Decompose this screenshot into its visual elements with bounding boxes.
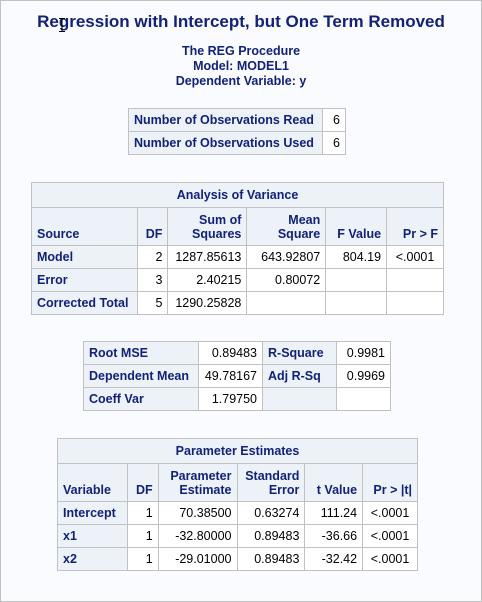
fit-statistics-table [83, 341, 391, 411]
params-header-estimate [158, 464, 237, 502]
params-header-t: t Value [305, 464, 363, 502]
params-header-estimate-line2: Estimate [179, 483, 232, 497]
observations-table [128, 108, 346, 155]
anova-ms: 643.92807 [247, 246, 326, 269]
params-header-se-line2: Error [268, 483, 300, 497]
table-row [32, 269, 444, 292]
anova-header-p: Pr > F [387, 208, 444, 246]
anova-f [326, 269, 387, 292]
anova-ss: 2.40215 [168, 269, 247, 292]
table-row [58, 548, 418, 571]
table-row [32, 246, 444, 269]
anova-source: Corrected Total [32, 292, 138, 315]
anova-header-ms-line1: Mean [288, 213, 321, 227]
anova-header-ms-line2: Square [277, 227, 321, 241]
table-row [84, 365, 391, 388]
anova-source: Model [32, 246, 138, 269]
param-t: -36.66 [305, 525, 363, 548]
fit-value: 0.9969 [337, 365, 391, 388]
anova-header-ss-line1: Sum of [199, 213, 242, 227]
param-df: 1 [127, 525, 158, 548]
param-se: 0.89483 [237, 525, 305, 548]
param-estimate: 70.38500 [158, 502, 237, 525]
param-t: -32.42 [305, 548, 363, 571]
param-se: 0.63274 [237, 502, 305, 525]
anova-df: 5 [138, 292, 168, 315]
param-estimate: -32.80000 [158, 525, 237, 548]
fit-value: 0.89483 [199, 342, 263, 365]
procedure-info [1, 44, 481, 89]
obs-used-label: Number of Observations Used [129, 132, 323, 155]
anova-header-ss [168, 208, 247, 246]
fit-value: 0.9981 [337, 342, 391, 365]
procedure-name: The REG Procedure [181, 44, 301, 58]
params-header-variable: Variable [58, 464, 128, 502]
param-variable: x1 [58, 525, 128, 548]
model-name: Model: MODEL1 [193, 59, 289, 73]
param-p: <.0001 [363, 525, 418, 548]
param-p: <.0001 [363, 548, 418, 571]
page-title: Regression with Intercept, but One Term Removed [37, 12, 445, 31]
param-t: 111.24 [305, 502, 363, 525]
fit-value: 49.78167 [199, 365, 263, 388]
param-variable: x2 [58, 548, 128, 571]
param-df: 1 [127, 502, 158, 525]
anova-ms: 0.80072 [247, 269, 326, 292]
params-header-se-line1: Standard [245, 469, 300, 483]
table-row [129, 109, 346, 132]
anova-p [387, 269, 444, 292]
table-row [58, 525, 418, 548]
fit-label: Root MSE [84, 342, 199, 365]
param-variable: Intercept [58, 502, 128, 525]
param-df: 1 [127, 548, 158, 571]
fit-value: 1.79750 [199, 388, 263, 411]
params-header-row [58, 464, 418, 502]
obs-used-value: 6 [323, 132, 346, 155]
anova-f [326, 292, 387, 315]
params-header-p: Pr > |t| [363, 464, 418, 502]
text-cursor-icon [59, 18, 65, 32]
table-row [129, 132, 346, 155]
table-row [84, 342, 391, 365]
obs-read-value: 6 [323, 109, 346, 132]
anova-p: <.0001 [387, 246, 444, 269]
anova-header-f: F Value [326, 208, 387, 246]
table-row [58, 502, 418, 525]
param-p: <.0001 [363, 502, 418, 525]
fit-label: Coeff Var [84, 388, 199, 411]
params-caption: Parameter Estimates [58, 439, 418, 464]
anova-table [31, 182, 444, 315]
params-header-se [237, 464, 305, 502]
params-header-estimate-line1: Parameter [170, 469, 232, 483]
anova-df: 3 [138, 269, 168, 292]
fit-label: Adj R-Sq [263, 365, 337, 388]
anova-caption: Analysis of Variance [32, 183, 444, 208]
anova-df: 2 [138, 246, 168, 269]
obs-read-label: Number of Observations Read [129, 109, 323, 132]
dependent-variable: Dependent Variable: y [175, 74, 307, 88]
anova-header-source: Source [32, 208, 138, 246]
params-header-df: DF [127, 464, 158, 502]
anova-ms [247, 292, 326, 315]
fit-label [263, 388, 337, 411]
fit-label: R-Square [263, 342, 337, 365]
anova-header-row [32, 208, 444, 246]
table-row [84, 388, 391, 411]
anova-p [387, 292, 444, 315]
anova-header-df: DF [138, 208, 168, 246]
anova-ss: 1290.25828 [168, 292, 247, 315]
anova-header-ms [247, 208, 326, 246]
parameter-estimates-table [57, 438, 418, 571]
fit-label: Dependent Mean [84, 365, 199, 388]
anova-f: 804.19 [326, 246, 387, 269]
table-row [32, 292, 444, 315]
anova-source: Error [32, 269, 138, 292]
anova-ss: 1287.85613 [168, 246, 247, 269]
fit-value [337, 388, 391, 411]
param-estimate: -29.01000 [158, 548, 237, 571]
anova-header-ss-line2: Squares [192, 227, 242, 241]
param-se: 0.89483 [237, 548, 305, 571]
